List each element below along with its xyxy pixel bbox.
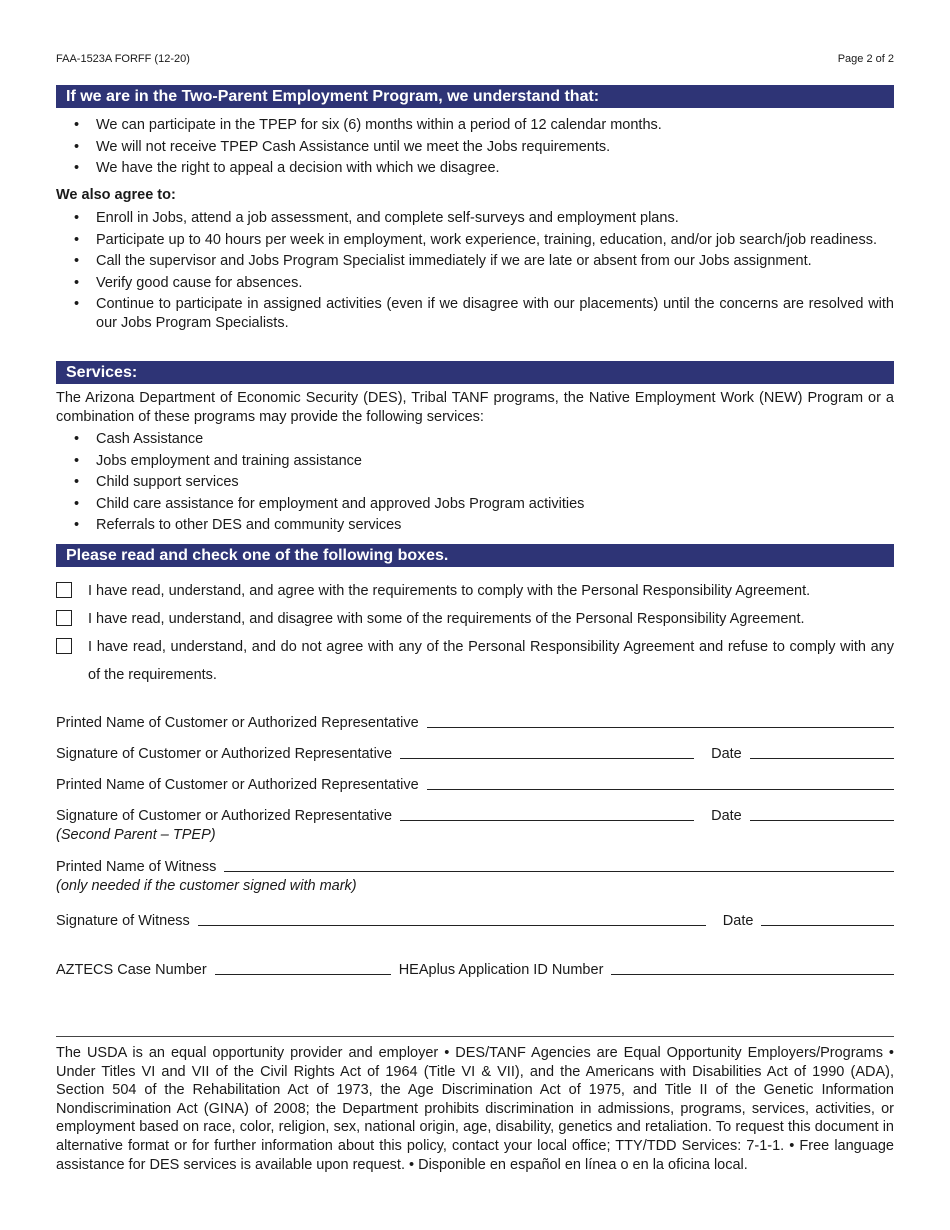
list-item: • Verify good cause for absences. (56, 274, 894, 293)
option-agree (56, 577, 894, 605)
list-item: • Referrals to other DES and community services (56, 516, 894, 535)
services-heading: Services: (56, 361, 894, 384)
list-item: • We can participate in the TPEP for six (6) months within a period of 12 calendar months. (56, 116, 894, 135)
printed-name-1-label: Printed Name of Customer or Authorized Representative (56, 715, 419, 731)
witness-signature-field (56, 913, 894, 929)
checkbox-heading: Please read and check one of the following boxes. (56, 544, 894, 567)
heaplus-line[interactable] (611, 974, 894, 975)
signature-1-label: Signature of Customer or Authorized Representative (56, 746, 393, 762)
witness-signature-line[interactable] (198, 925, 706, 926)
services-intro: The Arizona Department of Economic Security (DES), Tribal TANF programs, the Native Employment Work (NEW) Program or a combination of these programs may provide the following services: (56, 390, 894, 425)
list-item: • Child care assistance for employment and approved Jobs Program activities (56, 495, 894, 514)
list-item: • Child support services (56, 473, 894, 492)
tpep-heading: If we are in the Two-Parent Employment Program, we understand that: (56, 85, 894, 108)
date-1-label: Date (711, 746, 742, 762)
agree-list (56, 209, 894, 336)
witness-name-label: Printed Name of Witness (56, 859, 217, 875)
signature-2-line[interactable] (400, 820, 694, 821)
signature-2-note: (Second Parent – TPEP) (56, 827, 216, 843)
witness-signature-label: Signature of Witness (56, 913, 190, 929)
date-2-line[interactable] (750, 820, 894, 821)
agree-checkbox[interactable] (56, 582, 72, 598)
witness-name-line[interactable] (224, 871, 894, 872)
signature-1-line[interactable] (400, 758, 694, 759)
agree-label: We also agree to: (56, 187, 176, 203)
list-item: • We will not receive TPEP Cash Assistance until we meet the Jobs requirements. (56, 138, 894, 157)
signature-2-label: Signature of Customer or Authorized Representative (56, 808, 393, 824)
witness-name-field (56, 859, 894, 875)
tpep-list (56, 116, 894, 181)
date-2-label: Date (711, 808, 742, 824)
option-refuse-label: I have read, understand, and do not agree with any of the Personal Responsibility Agreement and refuse to comply with any of the requirements. (88, 639, 894, 683)
refuse-checkbox[interactable] (56, 638, 72, 654)
option-agree-label: I have read, understand, and agree with the requirements to comply with the Personal Responsibility Agreement. (88, 583, 811, 599)
option-disagree-some (56, 605, 894, 633)
list-item: • Continue to participate in assigned activities (even if we disagree with our placements) until the concerns are resolved with our Jobs Program Specialists. (56, 295, 894, 333)
date-3-label: Date (722, 913, 754, 929)
list-item: • Call the supervisor and Jobs Program Specialist immediately if we are late or absent from our Jobs assignment. (56, 252, 894, 271)
list-item: • Enroll in Jobs, attend a job assessment, and complete self-surveys and employment plans. (56, 209, 894, 228)
printed-name-1-field (56, 715, 894, 731)
aztecs-line[interactable] (215, 974, 391, 975)
services-list (56, 430, 894, 538)
page-number: Page 2 of 2 (837, 53, 894, 65)
list-item: • Participate up to 40 hours per week in employment, work experience, training, education, and/or job search/job readiness. (56, 231, 894, 250)
disagree-some-checkbox[interactable] (56, 610, 72, 626)
aztecs-label: AZTECS Case Number (56, 962, 207, 978)
printed-name-2-line[interactable] (427, 789, 894, 790)
list-item: • Cash Assistance (56, 430, 894, 449)
witness-note: (only needed if the customer signed with mark) (56, 878, 357, 894)
date-1-line[interactable] (750, 758, 894, 759)
form-id: FAA-1523A FORFF (12-20) (56, 53, 190, 65)
page-header (56, 53, 894, 65)
list-item: • We have the right to appeal a decision with which we disagree. (56, 159, 894, 178)
date-3-line[interactable] (761, 925, 894, 926)
option-disagree-some-label: I have read, understand, and disagree with some of the requirements of the Personal Responsibility Agreement. (88, 611, 805, 627)
heaplus-label: HEAplus Application ID Number (398, 962, 604, 978)
printed-name-2-field (56, 777, 894, 793)
printed-name-1-line[interactable] (427, 727, 894, 728)
signature-2-field (56, 808, 894, 824)
nondiscrimination-notice: The USDA is an equal opportunity provider and employer • DES/TANF Agencies are Equal Opportunity Employers/Programs • Under Titles VI and VII of the Civil Rights Act of 1964 (Title VI & VII), and the Americans with Disabilities Act of 1990 (ADA), Section 504 of the Rehabilitation Act of 1973, the Age Discrimination Act of 1975, and Title II of the Genetic Information Nondiscrimination Act (GINA) of 2008; the Department prohibits discrimination in admissions, programs, services, activities, or employment based on race, color, religion, sex, national origin, age, disability, genetics and retaliation. To request this document in alternative format or for further information about this policy, contact your local office; TTY/TDD Services: 7-1-1. • Free language assistance for DES services is available upon request. • Disponible en español en línea o en la oficina local. (56, 1045, 894, 1173)
footer-divider (56, 1036, 894, 1037)
option-refuse (56, 633, 894, 689)
list-item: • Jobs employment and training assistance (56, 452, 894, 471)
case-numbers-field (56, 962, 894, 978)
signature-1-field (56, 746, 894, 762)
printed-name-2-label: Printed Name of Customer or Authorized Representative (56, 777, 419, 793)
